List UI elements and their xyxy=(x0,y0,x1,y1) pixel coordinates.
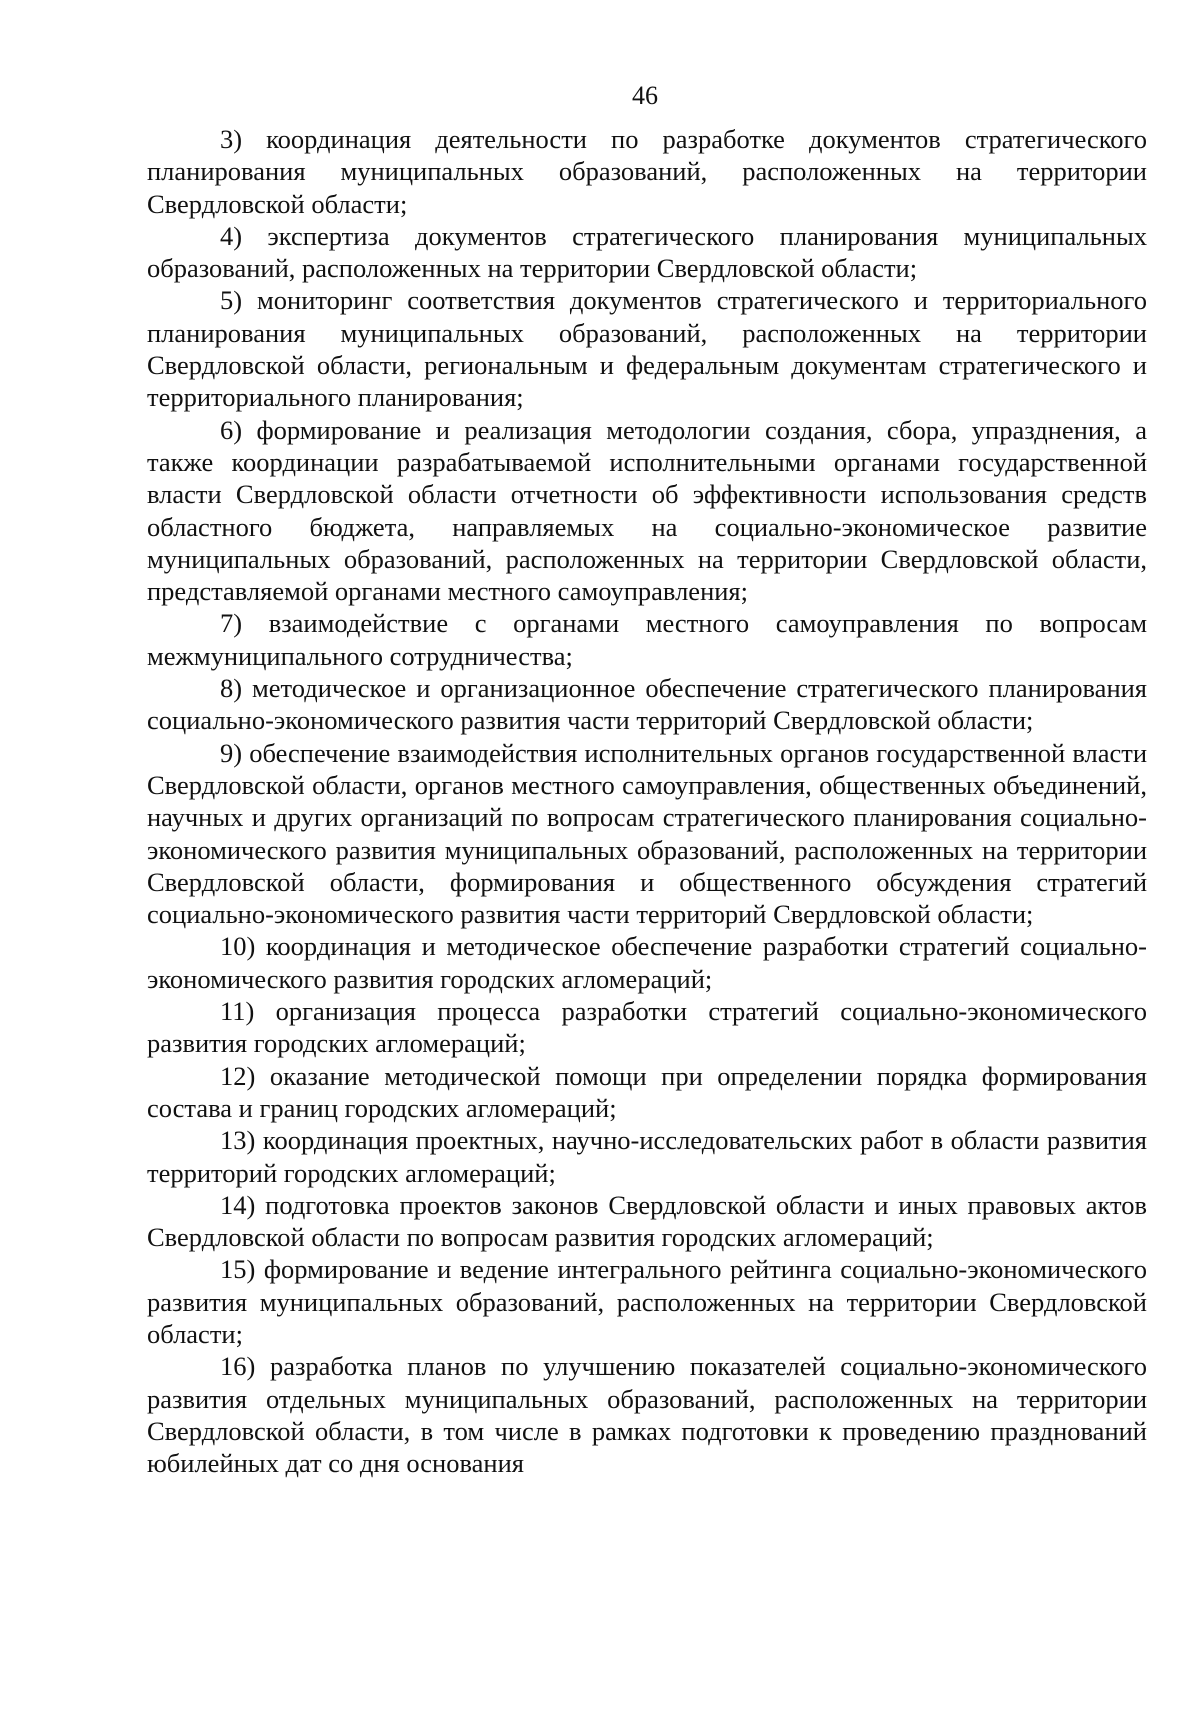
list-item: 7) взаимодействие с органами местного самоуправления по вопросам межмуниципального сотрудничества; xyxy=(147,608,1147,671)
list-item: 12) оказание методической помощи при определении порядка формирования состава и границ городских агломераций; xyxy=(147,1060,1147,1123)
list-item: 3) координация деятельности по разработке документов стратегического планирования муниципальных образований, расположенных на территории Свердловской области; xyxy=(147,124,1147,219)
page-number: 46 xyxy=(632,81,658,110)
list-item: 16) разработка планов по улучшению показателей социально-экономического развития отдельных муниципальных образований, расположенных на территории Свердловской области, в том числе в рамках подготовки к проведению празднований юбилейных дат со дня основания xyxy=(147,1351,1147,1479)
list-item: 11) организация процесса разработки стратегий социально-экономического развития городских агломераций; xyxy=(147,996,1147,1059)
list-item: 6) формирование и реализация методологии создания, сбора, упразднения, а также координации разрабатываемой исполнительными органами государственной власти Свердловской области отчетности об эффективности использования средств областного бюджета, направляемых на социально-экономическое развитие муниципальных образований, расположенных на территории Свердловской области, представляемой органами местного самоуправления; xyxy=(147,414,1147,607)
list-item: 5) мониторинг соответствия документов стратегического и территориального планирования муниципальных образований, расположенных на территории Свердловской области, региональным и федеральным документам стратегического и территориального планирования; xyxy=(147,285,1147,413)
list-item: 14) подготовка проектов законов Свердловской области и иных правовых актов Свердловской области по вопросам развития городских агломераций; xyxy=(147,1189,1147,1253)
list-item: 10) координация и методическое обеспечение разработки стратегий социально-экономического развития городских агломераций; xyxy=(147,931,1147,994)
list-item: 8) методическое и организационное обеспечение стратегического планирования социально-экономического развития части территорий Свердловской области; xyxy=(147,673,1147,736)
document-body xyxy=(147,123,1147,1479)
list-item: 15) формирование и ведение интегрального рейтинга социально-экономического развития муниципальных образований, расположенных на территории Свердловской области; xyxy=(147,1254,1147,1349)
list-item: 13) координация проектных, научно-исследовательских работ в области развития территорий городских агломераций; xyxy=(147,1125,1147,1188)
list-item: 9) обеспечение взаимодействия исполнительных органов государственной власти Свердловской области, органов местного самоуправления, общественных объединений, научных и других организаций по вопросам стратегического планирования социально-экономического развития муниципальных образований, расположенных на территории Свердловской области, формирования и общественного обсуждения стратегий социально-экономического развития части территорий Свердловской области; xyxy=(147,737,1147,930)
list-item: 4) экспертиза документов стратегического планирования муниципальных образований, расположенных на территории Свердловской области; xyxy=(147,220,1147,284)
